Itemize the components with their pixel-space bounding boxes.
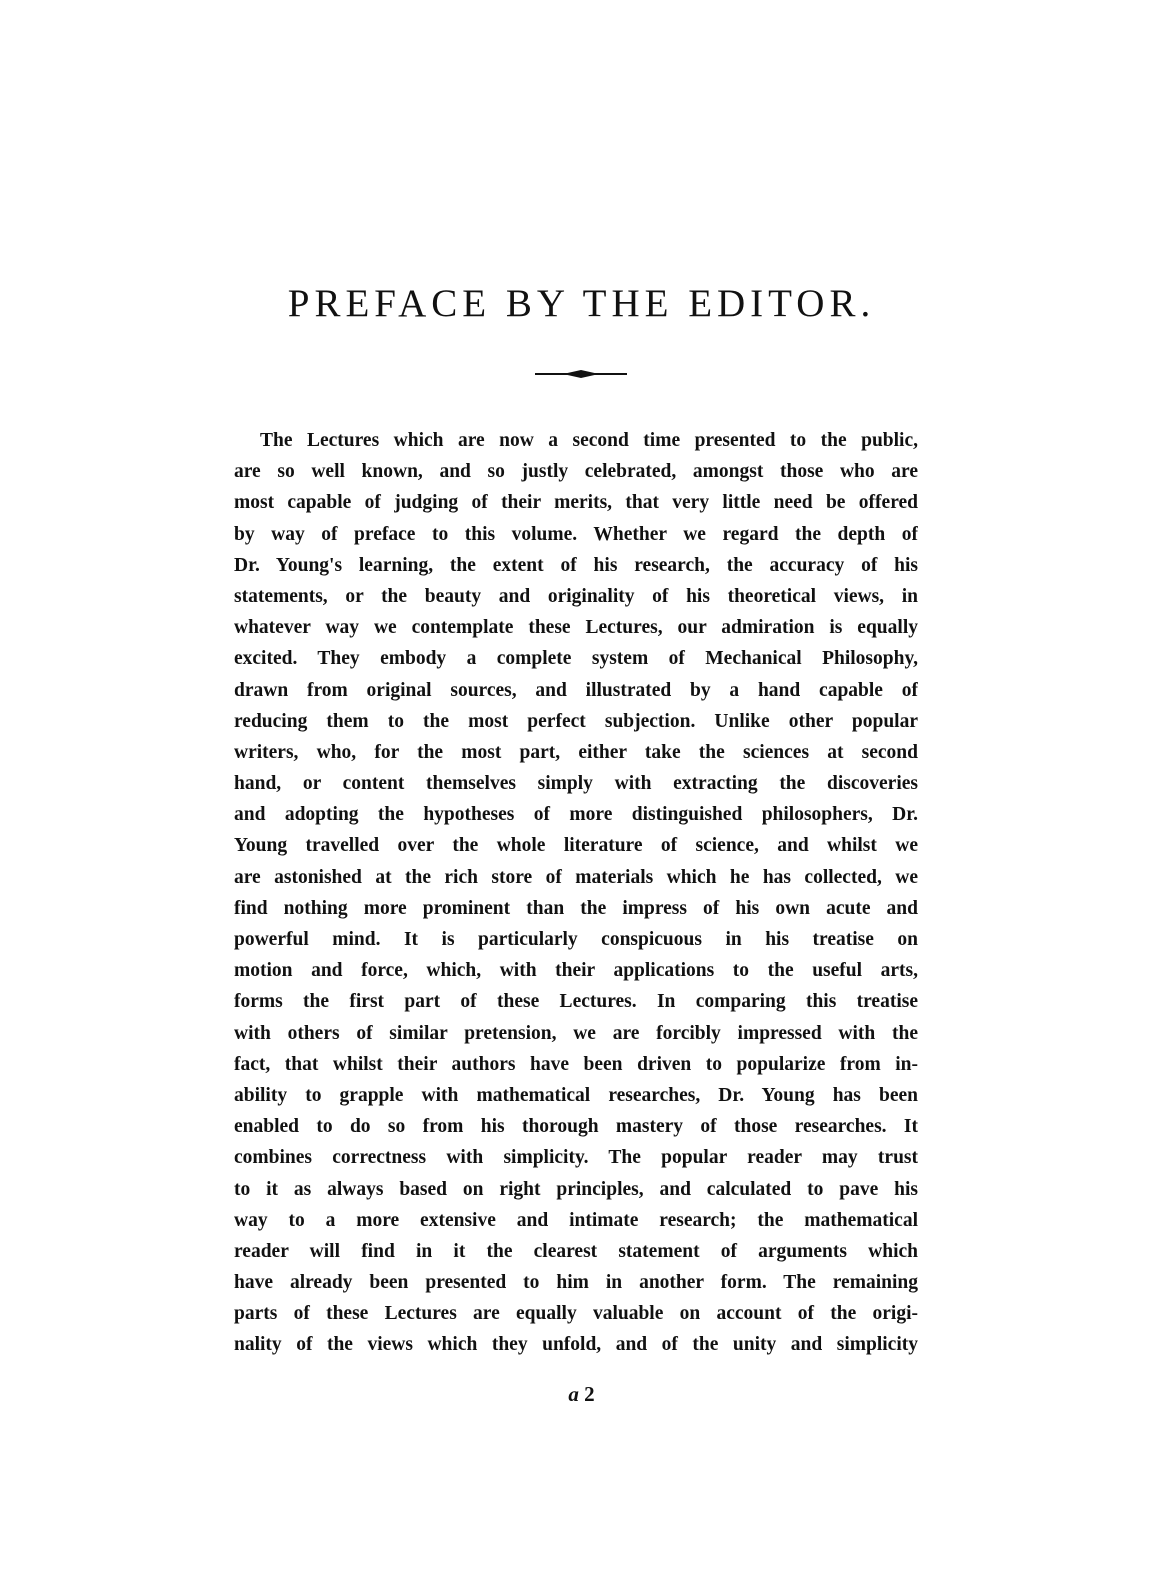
- paragraph-line: have already been presented to him in another form. The remaining: [234, 1272, 918, 1294]
- paragraph-line: writers, who, for the most part, either take the sciences at second: [234, 741, 918, 763]
- paragraph-line: to it as always based on right principles, and calculated to pave his: [234, 1178, 918, 1200]
- paragraph-line: way to a more extensive and intimate research; the mathematical: [234, 1209, 918, 1231]
- signature-letter: a: [568, 1382, 579, 1406]
- paragraph-line: statements, or the beauty and originality of his theoretical views, in: [234, 585, 918, 607]
- paragraph-line: parts of these Lectures are equally valuable on account of the origi-: [234, 1303, 918, 1325]
- paragraph-line: Young travelled over the whole literature of science, and whilst we: [234, 835, 918, 857]
- paragraph-line: reader will find in it the clearest statement of arguments which: [234, 1240, 918, 1262]
- paragraph-line: combines correctness with simplicity. The popular reader may trust: [234, 1147, 918, 1169]
- paragraph-line: and adopting the hypotheses of more distinguished philosophers, Dr.: [234, 804, 918, 826]
- paragraph-line: nality of the views which they unfold, and of the unity and simplicity: [234, 1334, 918, 1356]
- paragraph-line: ability to grapple with mathematical researches, Dr. Young has been: [234, 1084, 918, 1106]
- paragraph-line: most capable of judging of their merits, that very little need be offered: [234, 492, 918, 514]
- page-title: PREFACE BY THE EDITOR.: [287, 282, 876, 325]
- paragraph-line: fact, that whilst their authors have been driven to popularize from in-: [234, 1053, 918, 1075]
- paragraph-line: Dr. Young's learning, the extent of his research, the accuracy of his: [234, 554, 918, 576]
- paragraph-line: reducing them to the most perfect subjection. Unlike other popular: [234, 710, 918, 732]
- paragraph-line: are so well known, and so justly celebrated, amongst those who are: [234, 461, 918, 483]
- paragraph-line: forms the first part of these Lectures. In comparing this treatise: [234, 991, 918, 1013]
- preface-paragraph: [234, 425, 918, 1361]
- paragraph-line: drawn from original sources, and illustrated by a hand capable of: [234, 679, 918, 701]
- paragraph-line: enabled to do so from his thorough mastery of those researches. It: [234, 1116, 918, 1138]
- signature-number: 2: [584, 1382, 595, 1406]
- ornament-dash-icon: [535, 366, 627, 382]
- paragraph-line: find nothing more prominent than the impress of his own acute and: [234, 897, 918, 919]
- paragraph-line: with others of similar pretension, we are forcibly impressed with the: [234, 1022, 918, 1044]
- paragraph-line: by way of preface to this volume. Whether we regard the depth of: [234, 523, 918, 545]
- paragraph-line: excited. They embody a complete system of Mechanical Philosophy,: [234, 648, 918, 670]
- paragraph-line: hand, or content themselves simply with extracting the discoveries: [234, 773, 918, 795]
- signature-mark: [0, 1382, 1163, 1407]
- paragraph-line: motion and force, which, with their applications to the useful arts,: [234, 960, 918, 982]
- paragraph-line: are astonished at the rich store of materials which he has collected, we: [234, 866, 918, 888]
- paragraph-line: The Lectures which are now a second time presented to the public,: [260, 430, 918, 451]
- paragraph-line: powerful mind. It is particularly conspicuous in his treatise on: [234, 929, 918, 950]
- paragraph-line: whatever way we contemplate these Lectures, our admiration is equally: [234, 617, 918, 639]
